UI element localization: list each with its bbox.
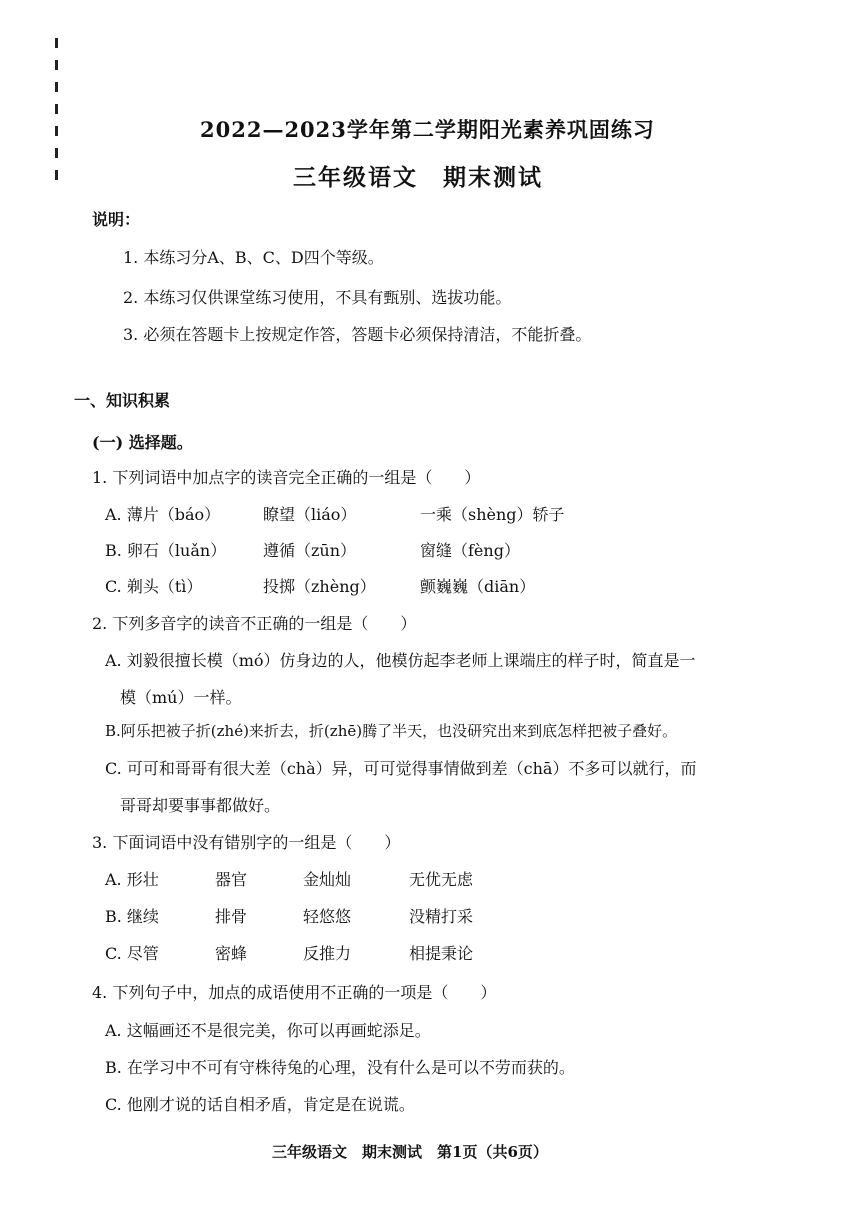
q1-option-b-word2: 遵循（zūn） — [263, 541, 357, 560]
q4-option-b: B. 在学习中不可有守株待兔的心理，没有什么是可以不劳而获的。 — [105, 1058, 575, 1077]
q2-option-c-line2: 哥哥却要事事都做好。 — [120, 796, 281, 815]
q1-option-a-word3: 一乘（shèng）轿子 — [420, 505, 565, 524]
q4-option-c: C. 他刚才说的话自相矛盾，肯定是在说谎。 — [105, 1095, 415, 1114]
q3-option-b-word2: 排骨 — [215, 907, 248, 926]
q3-option-a-word2: 器官 — [215, 870, 248, 889]
q3-option-c-word1: C. 尽管 — [105, 944, 159, 963]
q2-option-b: B.阿乐把被子折(zhé)来折去，折(zhē)腾了半天，也没研究出来到底怎样把被子叠好。 — [105, 722, 678, 740]
q3-option-a-word4: 无优无虑 — [409, 870, 474, 889]
note-item: 1. 本练习分A、B、C、D四个等级。 — [123, 248, 384, 267]
page-subtitle: 三年级语文 期末测试 — [293, 164, 543, 191]
question-4-stem: 4. 下列句子中，加点的成语使用不正确的一项是（ ） — [92, 983, 497, 1002]
note-item: 3. 必须在答题卡上按规定作答，答题卡必须保持清洁，不能折叠。 — [123, 325, 592, 344]
q1-option-a-word2: 瞭望（liáo） — [263, 505, 357, 524]
q3-option-c-word2: 密蜂 — [215, 944, 248, 963]
q1-option-c-word3: 颤巍巍（diān） — [420, 577, 536, 596]
binding-dashed-line — [55, 38, 58, 188]
q1-option-a-word1: A. 薄片（báo） — [105, 505, 221, 524]
question-1-stem: 1. 下列词语中加点字的读音完全正确的一组是（ ） — [92, 468, 481, 487]
q3-option-c-word3: 反推力 — [303, 944, 352, 963]
page-title: 2022—2023学年第二学期阳光素养巩固练习 — [200, 117, 655, 142]
section-heading: 一、知识积累 — [74, 391, 171, 410]
q1-option-b-word1: B. 卵石（luǎn） — [105, 541, 227, 560]
q2-option-a-line1: A. 刘毅很擅长模（mó）仿身边的人，他模仿起李老师上课端庄的样子时，简直是一 — [105, 651, 696, 670]
q3-option-b-word4: 没精打采 — [409, 907, 474, 926]
page-footer: 三年级语文 期末测试 第1页（共6页） — [272, 1143, 548, 1161]
subsection-heading: (一) 选择题。 — [92, 433, 193, 452]
q3-option-a-word3: 金灿灿 — [303, 870, 352, 889]
q3-option-b-word1: B. 继续 — [105, 907, 159, 926]
q3-option-a-word1: A. 形壮 — [105, 870, 159, 889]
note-item: 2. 本练习仅供课堂练习使用，不具有甄别、选拔功能。 — [123, 288, 512, 307]
q2-option-c-line1: C. 可可和哥哥有很大差（chà）异，可可觉得事情做到差（chā）不多可以就行，而 — [105, 759, 697, 778]
q1-option-c-word1: C. 剃头（tì） — [105, 577, 203, 596]
q2-option-a-line2: 模（mú）一样。 — [120, 688, 242, 707]
q1-option-b-word3: 窗缝（fèng） — [420, 541, 520, 560]
question-3-stem: 3. 下面词语中没有错别字的一组是（ ） — [92, 833, 401, 852]
notes-label: 说明： — [92, 210, 141, 229]
q3-option-c-word4: 相提秉论 — [409, 944, 474, 963]
q1-option-c-word2: 投掷（zhèng） — [263, 577, 376, 596]
question-2-stem: 2. 下列多音字的读音不正确的一组是（ ） — [92, 614, 417, 633]
q3-option-b-word3: 轻悠悠 — [303, 907, 352, 926]
q4-option-a: A. 这幅画还不是很完美，你可以再画蛇添足。 — [105, 1021, 431, 1040]
